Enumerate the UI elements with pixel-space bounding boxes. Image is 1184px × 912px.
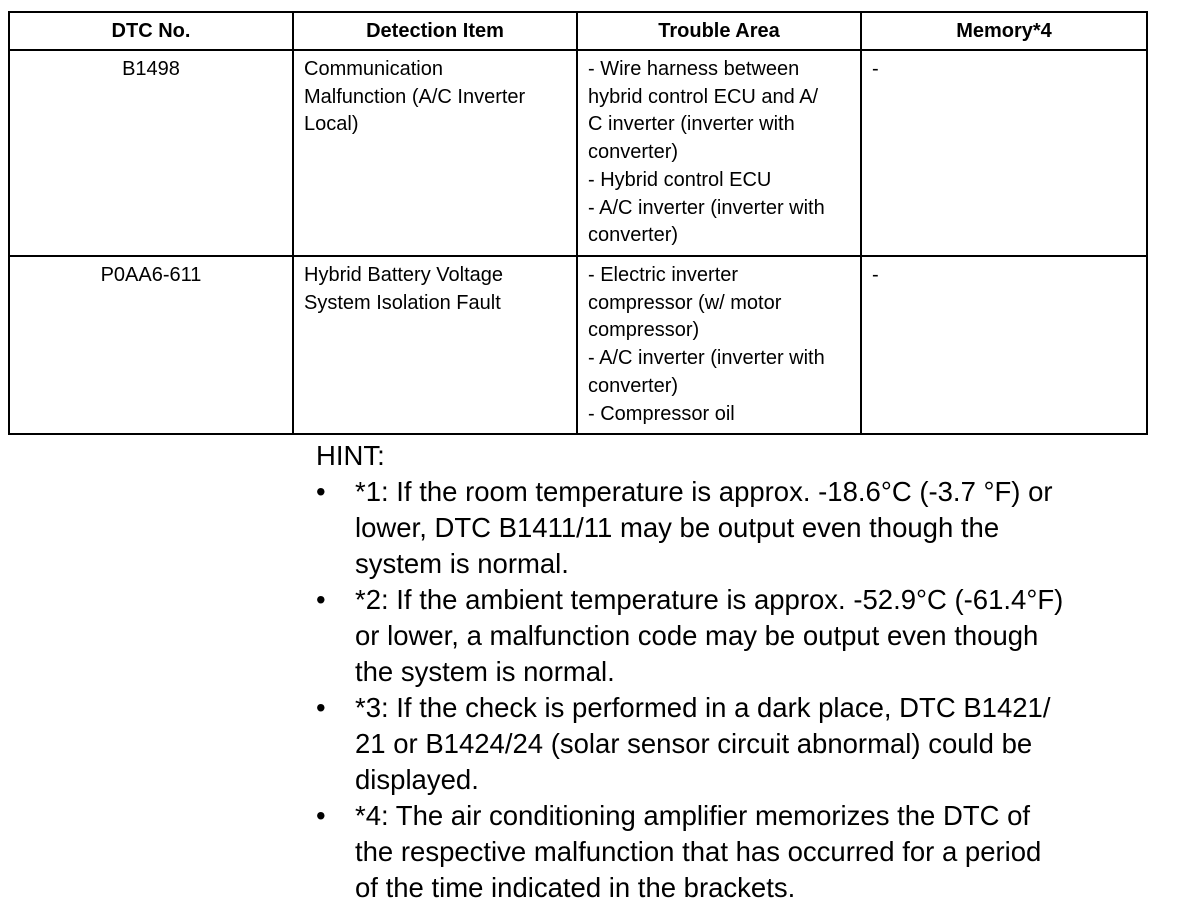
hint-line: *1: If the room temperature is approx. -18.6°C (-3.7 °F) or xyxy=(355,476,1053,507)
detection-line: System Isolation Fault xyxy=(304,291,501,314)
hint-line: *4: The air conditioning amplifier memorizes the DTC of xyxy=(355,800,1031,831)
header-memory: Memory*4 xyxy=(861,12,1147,50)
hint-line: displayed. xyxy=(355,764,479,795)
hint-list xyxy=(316,474,1156,906)
detection-line: Communication xyxy=(304,58,443,80)
hint-line: the system is normal. xyxy=(355,656,615,687)
table-row xyxy=(9,50,1147,256)
dtc-table xyxy=(8,11,1148,435)
hint-item xyxy=(316,474,1156,582)
header-detection-item: Detection Item xyxy=(293,12,577,50)
hint-line: lower, DTC B1411/11 may be output even though the xyxy=(355,512,1000,543)
trouble-line: converter) xyxy=(588,141,679,164)
hint-line: *2: If the ambient temperature is approx. -52.9°C (-61.4°F) xyxy=(355,584,1064,615)
trouble-line: - A/C inverter (inverter with xyxy=(588,347,825,370)
bullet: • xyxy=(316,584,326,615)
trouble-line: compressor (w/ motor xyxy=(588,291,782,314)
hint-line: the respective malfunction that has occurred for a period xyxy=(355,836,1042,867)
hint-line: or lower, a malfunction code may be output even though xyxy=(355,620,1039,651)
detection-item xyxy=(293,256,577,434)
trouble-line: - Wire harness between xyxy=(588,58,800,80)
detection-line: Local) xyxy=(304,113,359,136)
trouble-line: converter) xyxy=(588,224,679,247)
memory-value: - xyxy=(861,256,1147,434)
trouble-area xyxy=(577,50,861,256)
table-header-row xyxy=(9,12,1147,50)
trouble-line: - Hybrid control ECU xyxy=(588,168,772,191)
trouble-line: hybrid control ECU and A/ xyxy=(588,85,819,108)
bullet: • xyxy=(316,800,326,831)
detection-line: Hybrid Battery Voltage xyxy=(304,264,503,286)
table-row xyxy=(9,256,1147,434)
dtc-code: P0AA6-611 xyxy=(9,256,293,434)
trouble-line: C inverter (inverter with xyxy=(588,113,795,136)
hint-item xyxy=(316,798,1156,906)
dtc-code: B1498 xyxy=(9,50,293,256)
hint-section xyxy=(316,438,1156,906)
trouble-line: - Compressor oil xyxy=(588,402,735,425)
memory-value: - xyxy=(861,50,1147,256)
hint-line: of the time indicated in the brackets. xyxy=(355,872,796,903)
hint-item xyxy=(316,690,1156,798)
trouble-line: compressor) xyxy=(588,319,700,342)
trouble-line: - Electric inverter xyxy=(588,264,739,286)
bullet: • xyxy=(316,476,326,507)
trouble-line: converter) xyxy=(588,374,679,397)
header-trouble-area: Trouble Area xyxy=(577,12,861,50)
trouble-line: - A/C inverter (inverter with xyxy=(588,196,825,219)
trouble-area xyxy=(577,256,861,434)
hint-line: system is normal. xyxy=(355,548,569,579)
bullet: • xyxy=(316,692,326,723)
hint-title: HINT: xyxy=(316,440,385,471)
detection-line: Malfunction (A/C Inverter xyxy=(304,85,526,108)
hint-line: 21 or B1424/24 (solar sensor circuit abnormal) could be xyxy=(355,728,1033,759)
hint-line: *3: If the check is performed in a dark place, DTC B1421/ xyxy=(355,692,1051,723)
detection-item xyxy=(293,50,577,256)
header-dtc-no: DTC No. xyxy=(9,12,293,50)
hint-item xyxy=(316,582,1156,690)
